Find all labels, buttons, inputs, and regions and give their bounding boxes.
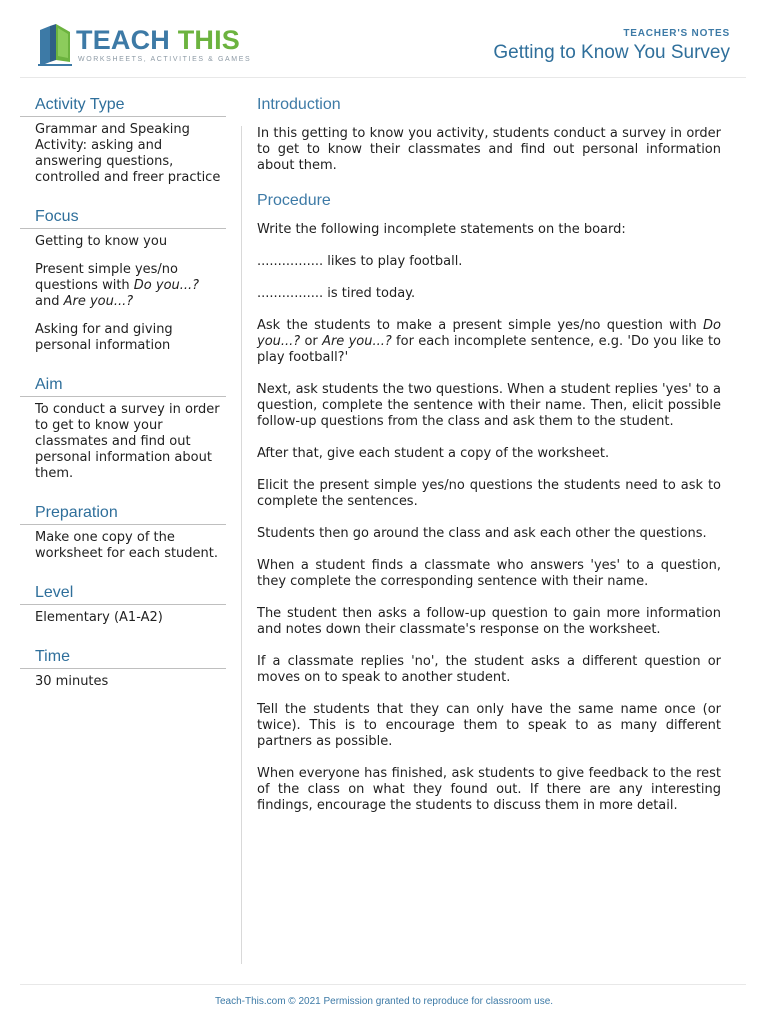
focus-item: Getting to know you [35, 234, 168, 249]
introduction-heading: Introduction [257, 96, 341, 113]
footer-copyright: Teach-This.com © 2021 Permission granted to reproduce for classroom use. [214, 996, 554, 1007]
header-divider [20, 77, 746, 78]
procedure-paragraph: When everyone has finished, ask students to give feedback to the rest of the class on what they found out. If there are any interesting findings, encourage the students to discuss them in more detail. [257, 766, 721, 813]
level-section [20, 582, 226, 626]
column-divider [241, 126, 242, 964]
book-logo-icon [36, 22, 74, 66]
procedure-heading: Procedure [257, 192, 331, 209]
procedure-paragraph: Ask the students to make a present simple yes/no question with Do you...? or Are you...? for each incomplete sentence, e.g. 'Do you like to play football?' [257, 318, 721, 365]
aim-section [20, 374, 226, 482]
page-title: Getting to Know You Survey [493, 42, 730, 63]
sidebar [20, 94, 226, 710]
section-heading: Focus [20, 206, 226, 229]
time-section [20, 646, 226, 690]
activity-type-section [20, 94, 226, 186]
procedure-paragraph: Next, ask students the two questions. When a student replies 'yes' to a question, complete the sentence with their name. Then, elicit possible follow-up questions from the class and ask them to the student. [257, 382, 721, 429]
section-heading: Preparation [20, 502, 226, 525]
teach-this-logo [36, 22, 252, 70]
procedure-paragraph: When a student finds a classmate who answers 'yes' to a question, they complete the corresponding sentence with their name. [257, 558, 721, 589]
section-heading: Activity Type [20, 94, 226, 117]
teachers-notes-label: TEACHER'S NOTES [623, 28, 730, 39]
preparation-text: Make one copy of the worksheet for each student. [35, 530, 219, 561]
logo-tagline: WORKSHEETS, ACTIVITIES & GAMES [78, 56, 252, 63]
procedure-paragraph: Elicit the present simple yes/no questions the students need to ask to complete the sentences. [257, 478, 721, 509]
introduction-text: In this getting to know you activity, students conduct a survey in order to get to know their classmates and find out personal information about them. [257, 126, 721, 173]
logo-wordmark: TEACH THIS [76, 25, 241, 55]
focus-item: Present simple yes/no questions with Do you...? and Are you...? [35, 262, 200, 309]
procedure-paragraph: After that, give each student a copy of the worksheet. [257, 446, 610, 461]
procedure-paragraph: Write the following incomplete statements on the board: [257, 222, 626, 237]
aim-text: To conduct a survey in order to get to know your classmates and find out personal information about them. [35, 402, 220, 481]
focus-item: Asking for and giving personal information [35, 322, 173, 353]
procedure-paragraph: The student then asks a follow-up question to gain more information and notes down their classmate's response on the worksheet. [257, 606, 721, 637]
procedure-paragraph: Students then go around the class and ask each other the questions. [257, 526, 707, 541]
procedure-paragraph: If a classmate replies 'no', the student asks a different question or moves on to speak to another student. [257, 654, 721, 685]
page-header [0, 0, 768, 78]
procedure-paragraph: ................ likes to play football. [257, 254, 463, 269]
section-heading: Time [20, 646, 226, 669]
level-text: Elementary (A1-A2) [35, 610, 163, 625]
footer-divider [20, 984, 746, 985]
activity-type-text: Grammar and Speaking Activity: asking and answering questions, controlled and freer practice [35, 122, 221, 185]
procedure-paragraph: Tell the students that they can only have the same name once (or twice). This is to encourage them to speak to as many different partners as possible. [257, 702, 721, 749]
main-content [257, 94, 721, 830]
focus-section [20, 206, 226, 354]
preparation-section [20, 502, 226, 562]
section-heading: Aim [20, 374, 226, 397]
time-text: 30 minutes [35, 674, 109, 689]
procedure-paragraph: ................ is tired today. [257, 286, 416, 301]
section-heading: Level [20, 582, 226, 605]
